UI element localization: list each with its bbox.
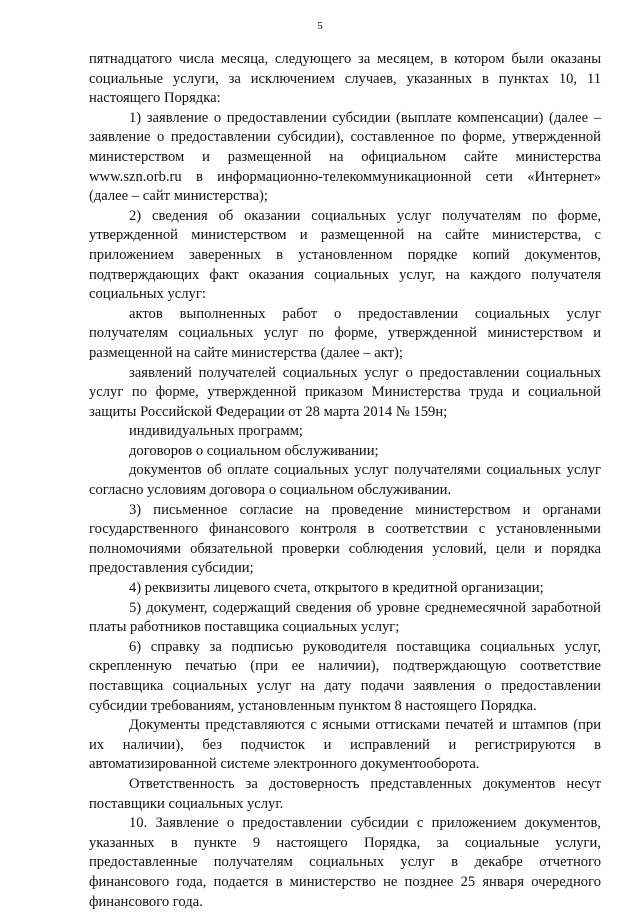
sub-item-acts: актов выполненных работ о предоставлении социальных услуг получателям социальных услуг по форме, утвержденной министерством и размещенной на сайте министерства (далее – акт); [89,305,601,361]
list-item-consent: 3) письменное согласие на проведение министерством и органами государственного финансового контроля в соответствии с установленными полномочиями обязательной проверки соблюдения условий, цели и порядка предоставления субсидии; [89,501,601,577]
paragraph-responsibility: Ответственность за достоверность представленных документов несут поставщики социальных услуг. [89,775,601,812]
document-body [89,50,601,912]
paragraph-point-10: 10. Заявление о предоставлении субсидии с приложением документов, указанных в пункте 9 настоящего Порядка, за социальные услуги, предоставленные получателям социальных услуг в декабре отчетного финансового года, подается в министерство не позднее 25 января очередного финансового года. [89,815,601,910]
list-item-certificate: 6) справку за подписью руководителя поставщика социальных услуг, скрепленную печатью (при ее наличии), подтверждающую соответствие поставщика социальных услуг на дату подачи заявления о предоставлении субсидии требованиям, установленным пунктом 8 настоящего Порядка. [89,638,601,714]
sub-item-payments: документов об оплате социальных услуг получателями социальных услуг согласно условиям договора о социальном обслуживании. [89,462,601,499]
paragraph-document-requirements: Документы представляются с ясными оттисками печатей и штампов (при их наличии), без подчисток и исправлений и регистрируются в автоматизированной системе электронного документооборота. [89,717,601,773]
list-item-application: 1) заявление о предоставлении субсидии (выплате компенсации) (далее – заявление о предоставлении субсидии), составленное по форме, утвержденной министерством и размещенной на официальном сайте министерства www.szn.orb.ru в информационно-телекоммуникационной сети «Интернет» (далее – сайт министерства); [89,109,601,205]
sub-item-contracts: договоров о социальном обслуживании; [129,442,379,459]
sub-item-programs: индивидуальных программ; [129,423,303,440]
sub-item-applications: заявлений получателей социальных услуг о предоставлении социальных услуг по форме, утвержденной приказом Министерства труда и социальной защиты Российской Федерации от 28 марта 2014 № 159н; [89,364,601,420]
paragraph-continuation: пятнадцатого числа месяца, следующего за месяцем, в котором были оказаны социальные услуги, за исключением случаев, указанных в пунктах 10, 11 настоящего Порядка: [89,51,601,107]
list-item-service-info: 2) сведения об оказании социальных услуг получателям по форме, утвержденной министерством и размещенной на сайте министерства, с приложением заверенных в установленном порядке копий документов, подтверждающих факт оказания социальных услуг, на каждого получателя социальных услуг: [89,207,601,303]
page-number: 5 [317,20,323,32]
list-item-bank-details: 4) реквизиты лицевого счета, открытого в кредитной организации; [129,580,544,597]
list-item-salary-document: 5) документ, содержащий сведения об уровне среднемесячной заработной платы работников поставщика социальных услуг; [89,599,601,636]
